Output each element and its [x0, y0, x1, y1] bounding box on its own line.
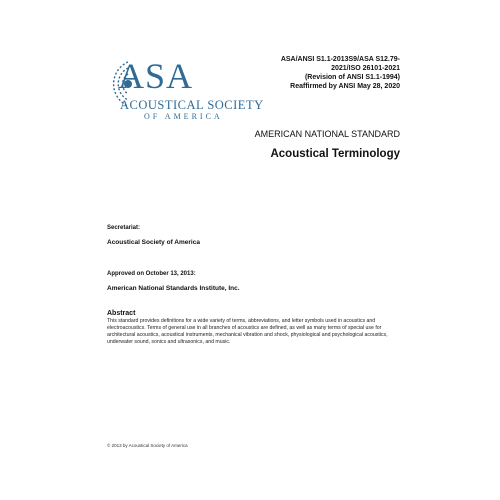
document-title: Acoustical Terminology	[270, 148, 400, 160]
standard-label: AMERICAN NATIONAL STANDARD	[254, 129, 400, 139]
copyright-notice: © 2013 by Acoustical Society of America	[107, 443, 188, 448]
logo-subtitle: ACOUSTICAL SOCIETY	[120, 98, 264, 112]
approval-label: Approved on October 13, 2013:	[107, 271, 196, 277]
designation-line: Reaffirmed by ANSI May 28, 2020	[290, 83, 400, 90]
secretariat-label: Secretariat:	[107, 225, 141, 231]
logo-subtitle-2: OF AMERICA	[144, 112, 223, 121]
abstract-text: This standard provides definitions for a wide variety of terms, abbreviations, and letter symbols used in acoustics and electroacoustics. Terms of general use in all branches of acoustics are defined, as well as many terms of special use for architectural acoustics, acoustical instruments, mechanical vibration and shock, physiological and psychological acoustics, underwater sound, sonics and ultrasonics, and music.	[107, 318, 388, 345]
approval-value: American National Standards Institute, Inc.	[107, 285, 240, 292]
standard-designation	[240, 55, 400, 91]
designation-line: 2021/ISO 26101-2021	[331, 65, 400, 72]
logo-wordmark: ASA	[118, 56, 194, 96]
designation-line: (Revision of ANSI S1.1-1994)	[304, 74, 400, 81]
secretariat-value: Acoustical Society of America	[107, 239, 200, 246]
designation-line: ASA/ANSI S1.1-2013S9/ASA S12.79-	[280, 56, 400, 63]
abstract-heading: Abstract	[107, 310, 136, 317]
